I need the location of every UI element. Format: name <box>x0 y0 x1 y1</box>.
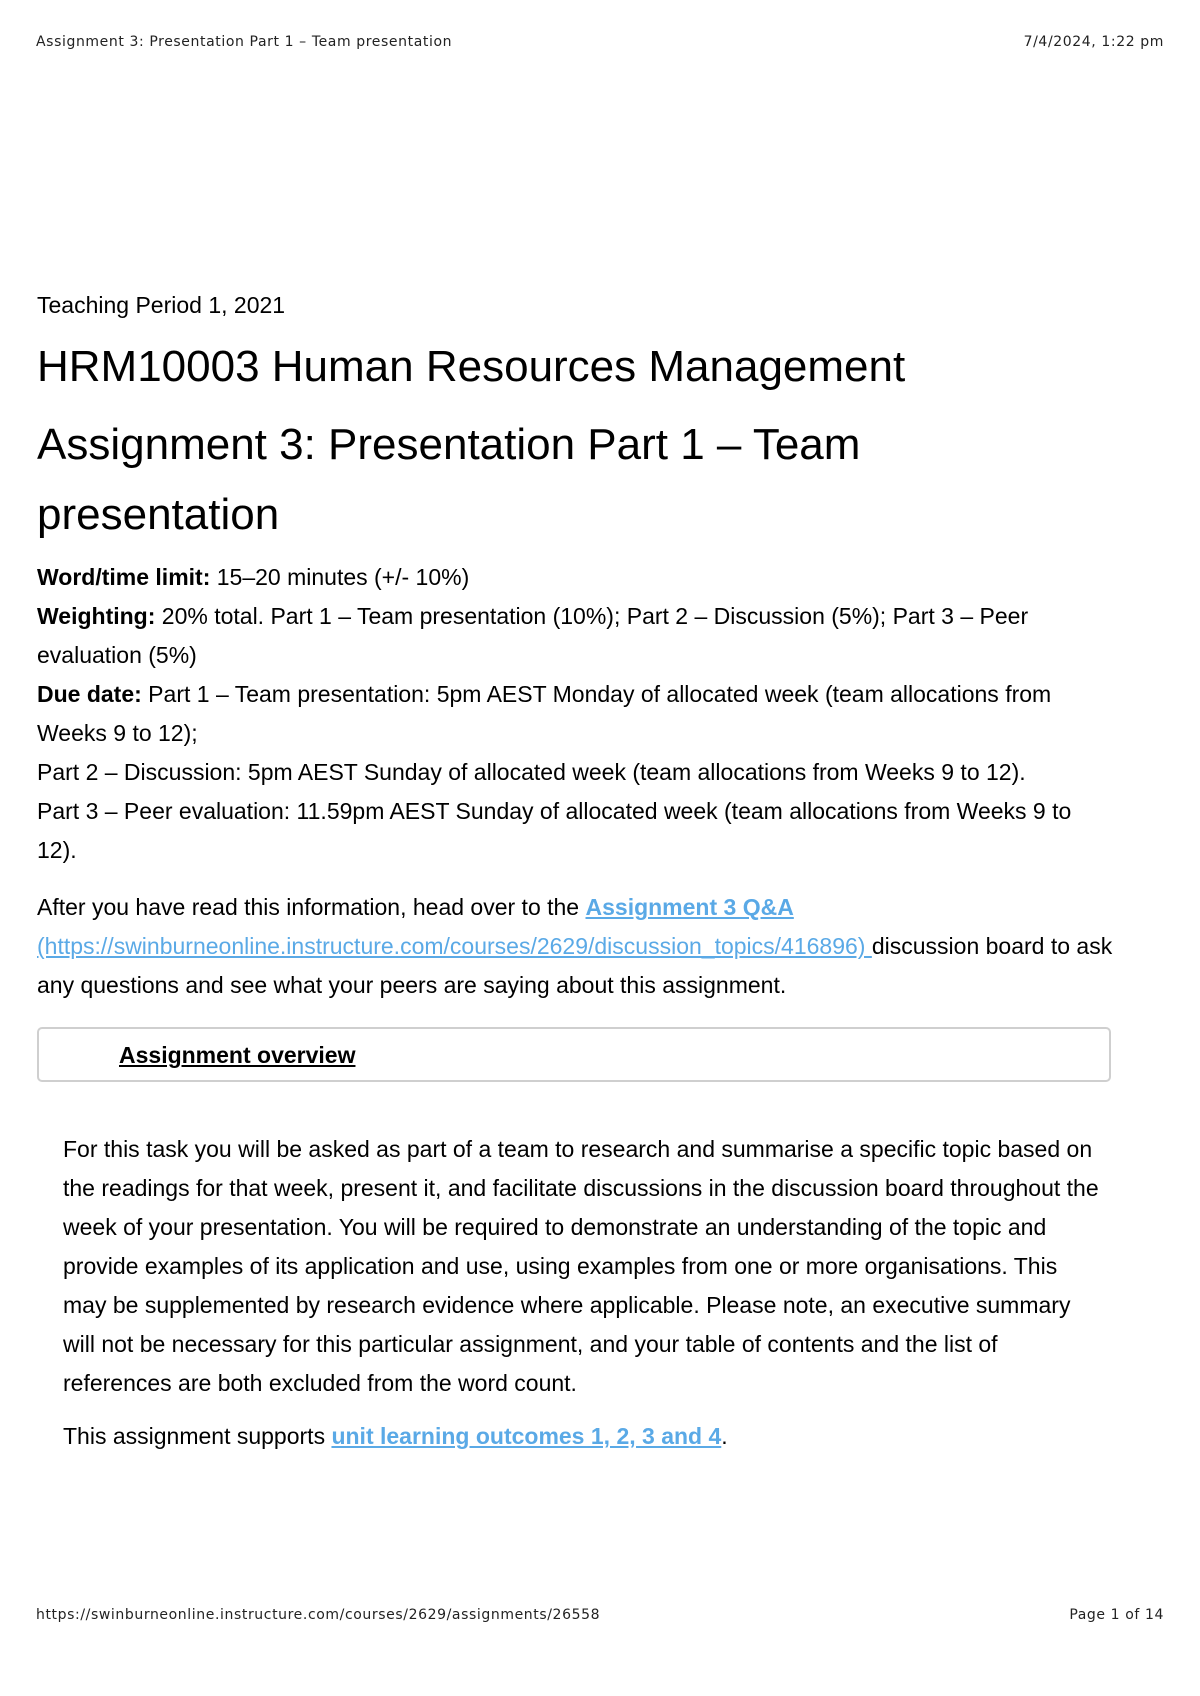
intro-paragraph <box>37 888 1117 1005</box>
supports-text: This assignment supports <box>63 1423 332 1449</box>
assignment-title <box>37 410 1117 550</box>
weighting-value: 20% total. Part 1 – Team presentation (10%); Part 2 – Discussion (5%); Part 3 – Peer evaluation (5%) <box>37 603 1029 668</box>
weighting <box>37 597 1117 675</box>
assignment-meta <box>37 558 1117 870</box>
learning-outcomes-link[interactable]: unit learning outcomes 1, 2, 3 and 4 <box>331 1423 722 1449</box>
due-date-part3: Part 3 – Peer evaluation: 11.59pm AEST Sunday of allocated week (team allocations from Weeks 9 to 12). <box>37 798 1072 863</box>
assignment-overview-toggle[interactable] <box>37 1027 1111 1082</box>
intro-text-after: discussion board to ask any questions and see what your peers are saying about this assignment. <box>37 933 1113 998</box>
assignment-title-line1: Assignment 3: Presentation Part 1 – Team <box>37 420 861 469</box>
print-footer-page: Page 1 of 14 <box>1069 1607 1164 1623</box>
assignment-overview-body: For this task you will be asked as part of a team to research and summarise a specific topic based on the readings for that week, present it, and facilitate discussions in the discussion board throughout the week of your presentation. You will be required to demonstrate an understanding of the topic and provide examples of its application and use, using examples from one or more organisations. This may be supplemented by research evidence where applicable. Please note, an executive summary will not be necessary for this particular assignment, and your table of contents and the list of references are both excluded from the word count. <box>63 1136 1099 1396</box>
due-date-label: Due date: <box>37 681 142 707</box>
assignment-overview-heading[interactable]: Assignment overview <box>119 1042 356 1068</box>
word-limit-value: 15–20 minutes (+/- 10%) <box>210 564 470 590</box>
qa-discussion-url-link[interactable]: (https://swinburneonline.instructure.com/courses/2629/discussion_topics/416896) <box>37 933 872 959</box>
due-date <box>37 675 1117 753</box>
print-header <box>36 34 1164 50</box>
assignment-content <box>37 290 1117 1456</box>
print-header-title: Assignment 3: Presentation Part 1 – Team presentation <box>36 34 453 50</box>
weighting-label: Weighting: <box>37 603 156 629</box>
learning-outcomes-paragraph <box>63 1417 1117 1456</box>
qa-discussion-link[interactable]: Assignment 3 Q&A <box>585 894 794 920</box>
assignment-title-line2: presentation <box>37 490 280 539</box>
supports-period: . <box>721 1423 728 1449</box>
due-date-part1: Part 1 – Team presentation: 5pm AEST Monday of allocated week (team allocations from Weeks 9 to 12); <box>37 681 1052 746</box>
word-limit <box>37 558 1117 597</box>
due-date-part2: Part 2 – Discussion: 5pm AEST Sunday of allocated week (team allocations from Weeks 9 to 12). <box>37 759 1026 785</box>
word-limit-label: Word/time limit: <box>37 564 211 590</box>
intro-text-before: After you have read this information, head over to the <box>37 894 586 920</box>
teaching-period: Teaching Period 1, 2021 <box>37 292 286 318</box>
course-title: HRM10003 Human Resources Management <box>37 342 906 391</box>
print-header-datetime: 7/4/2024, 1:22 pm <box>1023 34 1164 50</box>
print-footer <box>36 1607 1164 1623</box>
print-footer-url: https://swinburneonline.instructure.com/courses/2629/assignments/26558 <box>36 1607 601 1623</box>
